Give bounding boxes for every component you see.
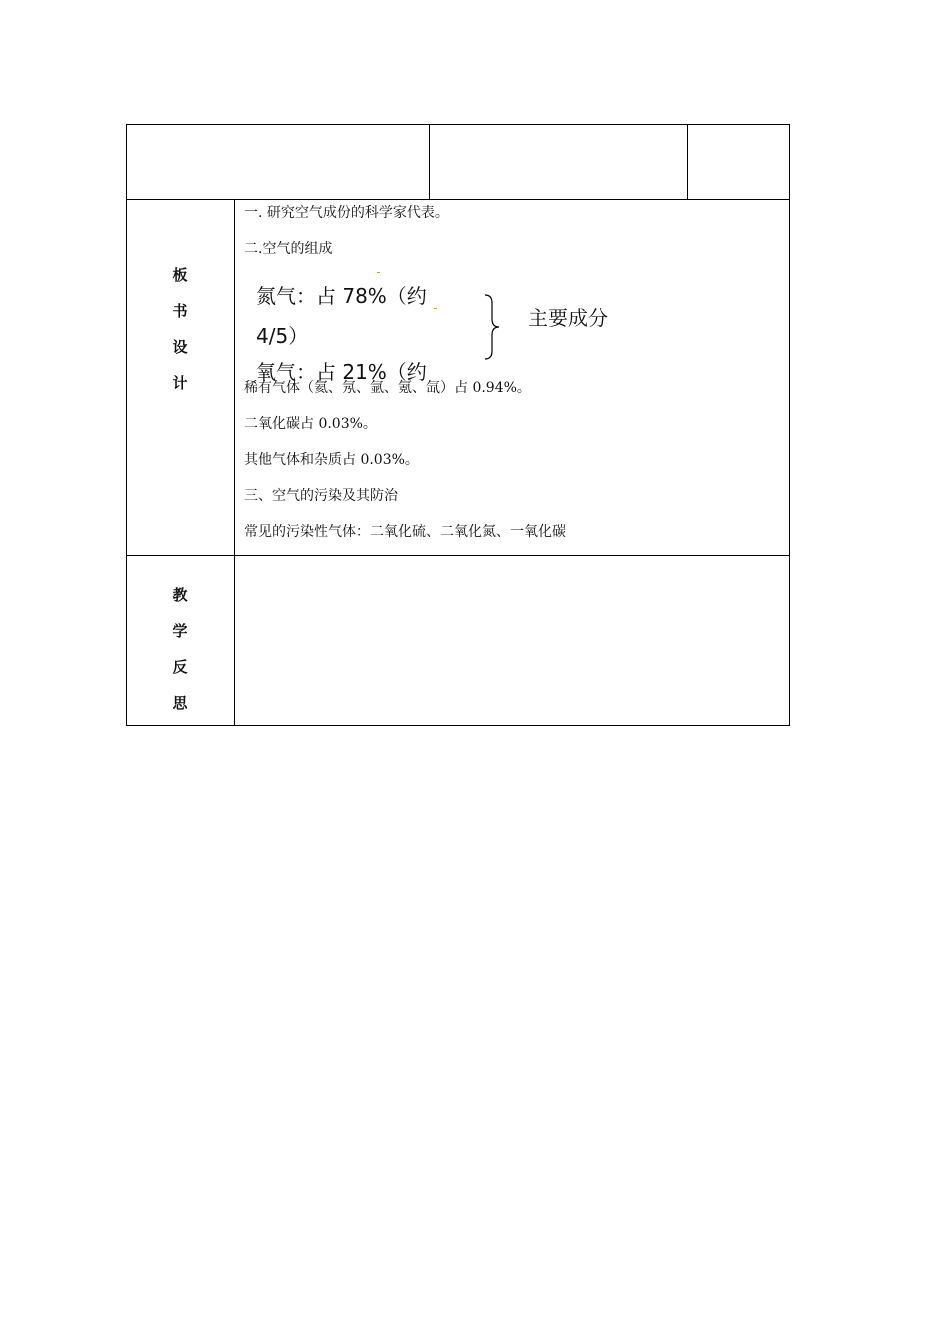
header-divider-2 (687, 124, 688, 200)
header-divider-1 (429, 124, 430, 200)
label-char: 设 (172, 338, 188, 356)
rare-gases-line: 稀有气体（氦、氖、氩、氪、氙）占 0.94%。 (244, 380, 531, 396)
nitrogen-line-b: 4/5） (256, 324, 309, 348)
label-char: 反 (172, 658, 188, 676)
teaching-reflection-label (126, 574, 234, 724)
board-design-label (126, 249, 234, 409)
table-border-right (789, 124, 790, 726)
table-border-top (126, 124, 790, 125)
composition-box (244, 266, 484, 384)
nitrogen-line-a: 氮气：占 78%（约 (256, 284, 427, 308)
table-divider-1 (126, 199, 790, 200)
curly-brace-icon (482, 294, 502, 360)
table-border-bottom (126, 725, 790, 726)
section-3-heading: 三、空气的污染及其防治 (244, 488, 398, 504)
others-line: 其他气体和杂质占 0.03%。 (244, 452, 419, 468)
label-column-divider (234, 199, 235, 726)
label-char: 书 (172, 302, 188, 320)
label-char: 学 (172, 622, 188, 640)
table-divider-2 (126, 555, 790, 556)
main-component-label: 主要成分 (528, 306, 608, 330)
label-char: 教 (172, 586, 188, 604)
lesson-table (126, 124, 790, 726)
yellow-mark (434, 308, 437, 309)
oxygen-line-partial: 氧气：占 21%（约 (256, 360, 427, 384)
board-line-1: 一. 研究空气成份的科学家代表。 (244, 205, 449, 221)
board-line-2: 二.空气的组成 (244, 241, 333, 257)
label-char: 计 (172, 374, 188, 392)
co2-line: 二氧化碳占 0.03%。 (244, 416, 377, 432)
label-char: 思 (172, 694, 188, 712)
label-char: 板 (172, 266, 188, 284)
yellow-mark (377, 272, 380, 273)
pollutants-line: 常见的污染性气体：二氧化硫、二氧化氮、一氧化碳 (244, 524, 566, 540)
